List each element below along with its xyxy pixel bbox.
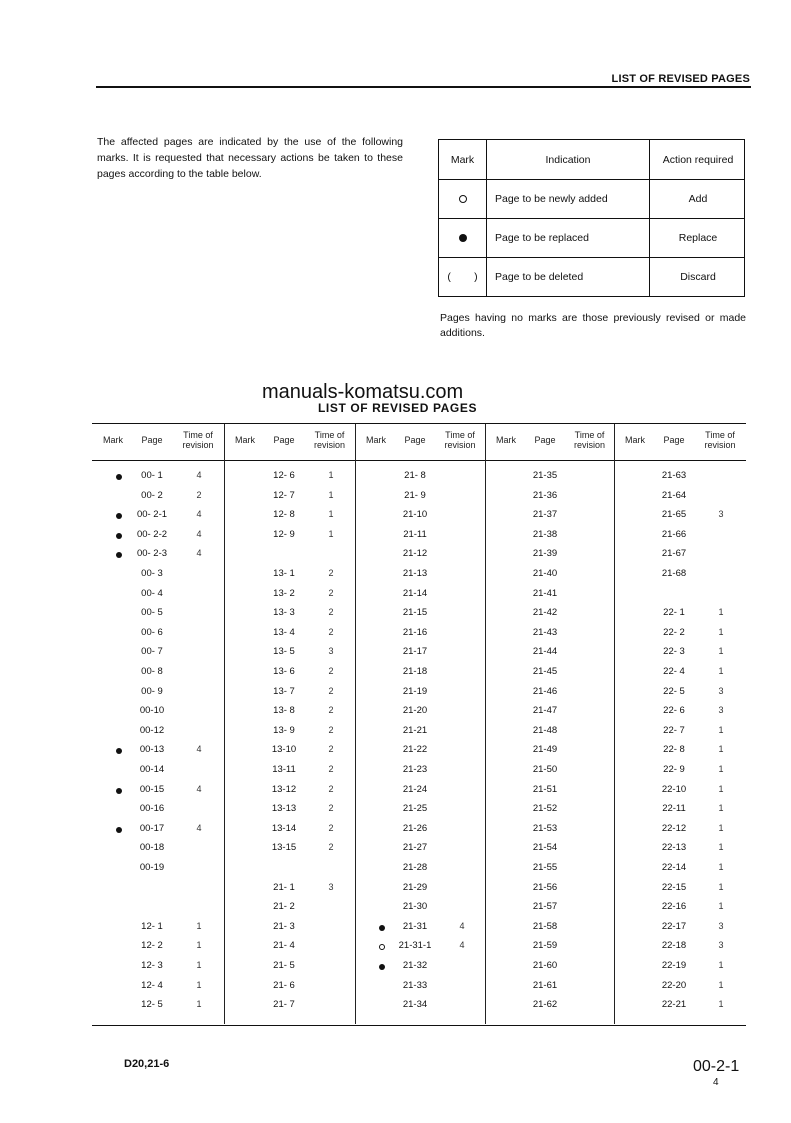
page-number-cell: 21-47 [532,705,558,717]
page-number-cell: 21-22 [402,744,428,756]
revision-cell: 2 [196,489,202,500]
page-number-cell: 21- 3 [273,920,295,932]
column-header-mark: Mark [103,435,123,445]
page-number-cell: 21-31 [402,920,428,932]
page-number-cell: 21-21 [402,724,428,736]
column-header-page: Page [141,435,163,445]
page-number-cell: 21- 8 [404,470,426,481]
revision-cell: 3 [718,509,724,520]
revision-cell: 4 [196,822,202,833]
page-number-cell: 00- 4 [141,587,163,599]
page-number-cell: 22- 4 [663,666,685,677]
page-number-cell: 22-19 [661,960,687,971]
page-number-cell: 00-14 [139,764,165,775]
page-number-cell: 21-51 [532,783,558,795]
page-number-cell: 21-61 [532,979,558,991]
column-separator [224,424,225,1024]
page-number-cell: 21-29 [402,881,428,893]
page-number-cell: 21-12 [402,548,428,560]
page-number-cell: 00-17 [139,822,165,834]
legend-action: Add [688,193,708,205]
revision-cell: 2 [328,764,334,774]
page-number-cell: 21-55 [532,862,558,873]
page-number-cell: 21-56 [532,881,558,893]
legend-header-action: Action required [662,153,734,166]
page-number-cell: 12- 4 [141,979,163,991]
legend-indication: Page to be deleted [495,271,584,283]
intro-paragraph: The affected pages are indicated by the use of the following marks. It is requested that necessary actions be taken to these pages according to the table below. [97,136,403,180]
page-number-cell: 21- 4 [273,940,295,952]
revision-cell: 2 [328,626,334,637]
column-header-mark: Mark [496,435,516,445]
page-number-cell: 12- 3 [141,960,163,971]
revision-cell: 1 [196,999,202,1010]
page-number-cell: 00-16 [139,803,165,815]
revision-cell: 3 [328,881,334,892]
revision-cell: 1 [196,979,202,990]
page-number-cell: 12- 6 [273,470,295,481]
page-number-cell: 21-66 [661,528,687,540]
revision-cell: 1 [196,960,202,970]
page-number-cell: 21-58 [532,920,558,932]
revision-cell: 1 [718,881,724,892]
revision-cell: 1 [328,489,334,500]
page-number-cell: 21-18 [402,666,428,677]
column-header-time: Time of revision [182,430,214,450]
page-number-cell: 22-20 [661,979,687,991]
page-number-cell: 21-59 [532,940,558,952]
column-header-page: Page [534,435,556,445]
filled-circle-icon [116,533,122,539]
legend-note: Pages having no marks are those previously revised or made additions. [440,312,746,339]
page-number-cell: 13- 3 [273,607,295,619]
page-number-cell: 00- 2-3 [136,548,168,560]
column-separator [485,424,486,1024]
page-number-cell: 21-63 [661,470,687,481]
page-number-cell: 21-53 [532,822,558,834]
page-number-cell: 21-65 [661,509,687,521]
page-number-cell: 21-17 [402,646,428,658]
column-header-time: Time of revision [704,430,736,450]
page-number-cell: 12- 5 [141,999,163,1011]
revision-cell: 3 [328,646,334,657]
page-number-cell: 12- 2 [141,940,163,952]
page-number-cell: 21-52 [532,803,558,815]
filled-circle-icon [116,552,122,558]
revision-cell: 1 [718,646,724,657]
page-number-cell: 21-46 [532,685,558,697]
legend-mark-cell [439,180,486,218]
legend-header-indication: Indication [545,153,591,166]
page-number-cell: 22-14 [661,862,687,873]
column-header-time: Time of revision [573,430,605,450]
revision-cell: 3 [718,685,724,696]
page-number-cell: 00-10 [139,705,165,717]
page-number-cell: 21-25 [402,803,428,815]
list-title: LIST OF REVISED PAGES [318,401,478,415]
page-number-cell: 21-10 [402,509,428,521]
revision-cell: 2 [328,587,334,598]
revision-cell: 2 [328,705,334,716]
page-number-cell: 00-18 [139,842,165,854]
page-number-cell: 21-68 [661,568,687,579]
revision-cell: 1 [718,803,724,814]
page-number-cell: 21-43 [532,626,558,638]
revision-cell: 1 [718,666,724,676]
page-number-cell: 21-19 [402,685,428,697]
page-number-cell: 22- 5 [663,685,685,697]
open-circle-icon [379,944,385,950]
table-header-rule [92,460,746,461]
page-number-cell: 21-42 [532,607,558,619]
revision-cell: 1 [718,764,724,774]
page-number-cell: 21-28 [402,862,428,873]
page-number-cell: 22-12 [661,822,687,834]
revision-cell: 2 [328,685,334,696]
page-number-cell: 21-23 [402,764,428,775]
revision-cell: 1 [718,626,724,637]
revision-cell: 3 [718,705,724,716]
legend-mark-cell [439,219,486,257]
filled-circle-icon [116,513,122,519]
filled-circle-icon [116,474,122,480]
page-number-cell: 21-13 [402,568,428,579]
page-number-cell: 13-15 [271,842,297,854]
parentheses-icon: ( ) [447,271,478,283]
page-number-cell: 22- 6 [663,705,685,717]
legend-action: Replace [678,232,718,244]
page-number-cell: 22- 8 [663,744,685,756]
page-number-cell: 21-44 [532,646,558,658]
revision-cell: 2 [328,607,334,618]
page-number-cell: 22-18 [661,940,687,952]
page-number-cell: 21-30 [402,901,428,913]
legend-indication: Page to be newly added [495,193,608,205]
page-number-cell: 21-62 [532,999,558,1011]
header-rule [96,86,751,88]
revision-cell: 2 [328,568,334,578]
table-top-rule [92,423,746,424]
footer-model: D20,21-6 [124,1058,170,1070]
column-header-time: Time of revision [313,430,345,450]
page-number-cell: 00- 2-2 [136,528,168,540]
page-number-cell: 13- 1 [273,568,295,579]
column-header-mark: Mark [366,435,386,445]
revision-cell: 4 [459,940,465,951]
revision-cell: 3 [718,940,724,951]
page-number-cell: 21-50 [532,764,558,775]
page-number-cell: 21-37 [532,509,558,521]
page-number-cell: 00- 1 [141,470,163,481]
page-number-cell: 00- 5 [141,607,163,619]
revision-cell: 1 [718,744,724,755]
page-number-cell: 13-14 [271,822,297,834]
revision-cell: 3 [718,920,724,931]
revision-cell: 1 [718,842,724,853]
revision-cell: 1 [328,509,334,520]
page-number-cell: 21-49 [532,744,558,756]
page-number-cell: 12- 1 [141,920,163,932]
page-number-cell: 00- 2-1 [136,509,168,521]
page-number-cell: 21-15 [402,607,428,619]
page-number-cell: 21-57 [532,901,558,913]
footer-revision: 4 [713,1077,719,1088]
page-number-cell: 00- 9 [141,685,163,697]
page-number-cell: 21- 7 [273,999,295,1011]
page-number-cell: 22- 7 [663,724,685,736]
page-number-cell: 22- 2 [663,626,685,638]
legend-header-mark: Mark [450,153,475,166]
revision-cell: 1 [718,724,724,735]
revision-cell: 4 [196,528,202,539]
page-number-cell: 21-39 [532,548,558,560]
page-number-cell: 21-26 [402,822,428,834]
column-header-mark: Mark [235,435,255,445]
filled-circle-icon [116,748,122,754]
page-number-cell: 00- 8 [141,666,163,677]
revision-cell: 1 [718,822,724,833]
page-number-cell: 12- 9 [273,528,295,540]
column-separator [355,424,356,1024]
revision-cell: 1 [718,960,724,970]
revision-cell: 2 [328,744,334,755]
page-number-cell: 21-48 [532,724,558,736]
column-header-time: Time of revision [444,430,476,450]
page-number-cell: 13- 4 [273,626,295,638]
page-number-cell: 00-19 [139,862,165,873]
revision-cell: 2 [328,822,334,833]
page-number-cell: 21-60 [532,960,558,971]
page-number-cell: 21-34 [402,999,428,1011]
page-number-cell: 21-20 [402,705,428,717]
revision-cell: 2 [328,803,334,814]
legend-action: Discard [680,271,716,283]
revision-cell: 1 [718,901,724,912]
revision-cell: 1 [718,999,724,1010]
revision-cell: 2 [328,842,334,853]
column-separator [614,424,615,1024]
revision-cell: 1 [328,528,334,539]
filled-circle-icon [116,827,122,833]
page-number-cell: 22-13 [661,842,687,854]
page-number-cell: 21-36 [532,489,558,501]
page-number-cell: 13-11 [272,764,296,775]
page-number-cell: 21-67 [661,548,687,560]
page-number-cell: 21-27 [402,842,428,854]
page-number-cell: 00-13 [139,744,165,756]
page-number-cell: 22- 9 [663,764,685,775]
page-number-cell: 13- 6 [273,666,295,677]
page-number-cell: 22- 3 [663,646,685,658]
revision-cell: 2 [328,666,334,676]
revision-cell: 1 [718,862,724,872]
revision-cell: 1 [328,470,334,480]
open-circle-icon [459,195,467,203]
page-header-title: LIST OF REVISED PAGES [611,73,750,85]
page-number-cell: 21-40 [532,568,558,579]
page-number-cell: 22-16 [661,901,687,913]
table-bottom-rule [92,1025,746,1026]
page-number-cell: 22-10 [661,783,687,795]
page-number-cell: 21-16 [402,626,428,638]
page-number-cell: 21- 9 [404,489,426,501]
page-number-cell: 22-15 [661,881,687,893]
page-number-cell: 13- 5 [273,646,295,658]
page-number-cell: 21-38 [532,528,558,540]
revision-cell: 1 [718,783,724,794]
filled-circle-icon [379,925,385,931]
revision-cell: 2 [328,783,334,794]
page-number-cell: 00- 6 [141,626,163,638]
page-number-cell: 21-54 [532,842,558,854]
page-number-cell: 12- 7 [273,489,295,501]
page-number-cell: 21-35 [532,470,558,481]
page-number-cell: 21-32 [402,960,428,971]
page-number-cell: 21- 5 [273,960,295,971]
page-number-cell: 21-24 [402,783,428,795]
page-number-cell: 21-64 [661,489,687,501]
page-number-cell: 00-12 [139,724,165,736]
page-number-cell: 00- 3 [141,568,163,579]
filled-circle-icon [459,234,467,242]
page-number-cell: 21-45 [532,666,558,677]
page-number-cell: 13- 8 [273,705,295,717]
page-number-cell: 00- 7 [141,646,163,658]
marks-legend-table [438,139,745,297]
filled-circle-icon [379,964,385,970]
page-number-cell: 21-33 [402,979,428,991]
page-number-cell: 21-14 [402,587,428,599]
filled-circle-icon [116,788,122,794]
page-number-cell: 21-11 [403,528,427,540]
column-header-page: Page [273,435,295,445]
revision-cell: 1 [196,920,202,931]
column-header-page: Page [663,435,685,445]
page-number-cell: 21-31-1 [398,940,432,952]
page-number-cell: 22-21 [661,999,687,1011]
page-number-cell: 22-17 [661,920,687,932]
column-header-mark: Mark [625,435,645,445]
revision-cell: 1 [718,607,724,618]
page-number-cell: 13- 9 [273,724,295,736]
page-number-cell: 13- 7 [273,685,295,697]
revision-cell: 4 [196,509,202,520]
page-number-cell: 00- 2 [141,489,163,501]
footer-page-number: 00-2-1 [693,1058,740,1075]
revision-cell: 2 [328,724,334,735]
revision-cell: 4 [196,783,202,794]
page-number-cell: 12- 8 [273,509,295,521]
revision-cell: 4 [196,744,202,755]
legend-indication: Page to be replaced [495,232,589,244]
revision-cell: 4 [196,470,202,480]
page-number-cell: 13-13 [271,803,297,815]
page-number-cell: 22-11 [662,803,686,815]
page-number-cell: 13- 2 [273,587,295,599]
page-number-cell: 21- 1 [273,881,295,893]
revision-cell: 4 [196,548,202,559]
page-number-cell: 22- 1 [663,607,685,619]
revision-cell: 4 [459,920,465,931]
page-number-cell: 21-41 [532,587,558,599]
revision-cell: 1 [196,940,202,951]
page-number-cell: 21- 2 [273,901,295,913]
page-number-cell: 13-12 [271,783,297,795]
page-number-cell: 13-10 [271,744,297,756]
page-number-cell: 00-15 [139,783,165,795]
column-header-page: Page [404,435,426,445]
page-number-cell: 21- 6 [273,979,295,991]
watermark-text: manuals-komatsu.com [262,381,464,403]
revision-cell: 1 [718,979,724,990]
